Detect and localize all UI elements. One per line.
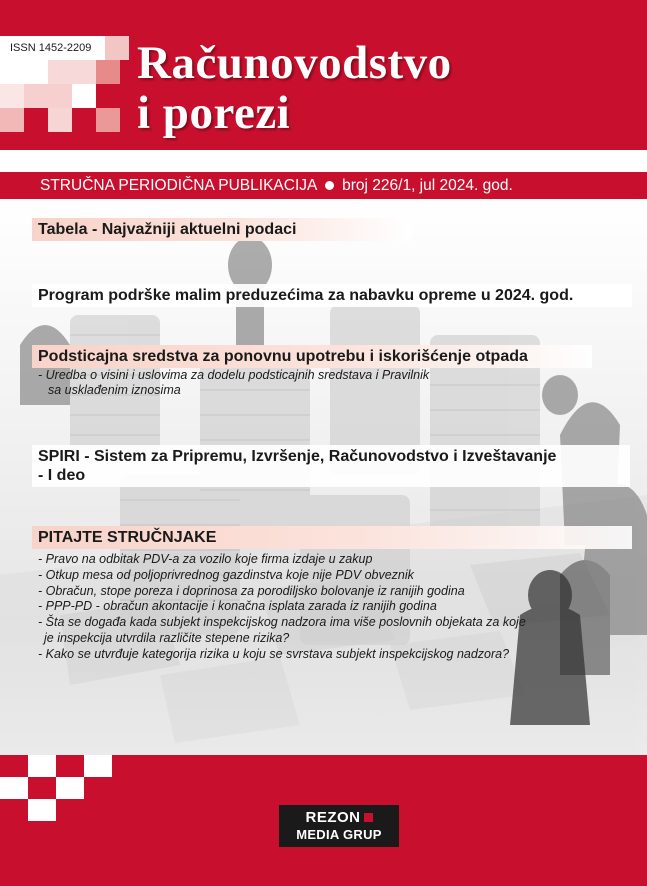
issue-number: broj 226/1, jul 2024. god. bbox=[342, 177, 513, 194]
section-spiri bbox=[32, 445, 630, 487]
mosaic-pixel bbox=[96, 108, 120, 132]
header-divider bbox=[0, 150, 647, 172]
question-item: - Pravo na odbitak PDV-a za vozilo koje firma izdaje u zakup bbox=[38, 552, 373, 566]
question-list bbox=[32, 552, 632, 663]
section-heading bbox=[32, 445, 630, 487]
issn-number: ISSN 1452-2209 bbox=[10, 42, 92, 54]
question-item: - PPP-PD - obračun akontacije i konačna isplata zarada iz ranijih godina bbox=[38, 599, 437, 614]
rezon-logo bbox=[279, 805, 399, 847]
publication-title bbox=[137, 38, 452, 138]
section-table bbox=[32, 218, 412, 241]
title-line-2: i porezi bbox=[137, 87, 291, 139]
mosaic-pixel bbox=[0, 84, 24, 108]
question-item: - Šta se događa kada subjekt inspekcijskog nadzora ima više poslovnih objekata za koje bbox=[38, 615, 526, 630]
mosaic-pixel bbox=[48, 108, 72, 132]
subtitle-line-1: - Uredba o visini i uslovima za dodelu podsticajnih sredstava i Pravilnik bbox=[38, 368, 430, 382]
mosaic-pixel bbox=[72, 84, 96, 108]
heading-line-2: - I deo bbox=[38, 467, 86, 484]
mosaic-pixel bbox=[28, 799, 56, 821]
subtitle-bar bbox=[0, 172, 647, 199]
section-heading: Tabela - Najvažniji aktuelni podaci bbox=[32, 218, 412, 241]
mosaic-pixel bbox=[48, 60, 96, 84]
heading-line-1: SPIRI - Sistem za Pripremu, Izvršenje, Računovodstvo i Izveštavanje bbox=[38, 448, 557, 465]
section-incentives bbox=[32, 345, 592, 398]
question-item: - Kako se utvrđuje kategorija rizika u koju se svrstava subjekt inspekcijskog nadzora? bbox=[38, 646, 510, 661]
question-item: - Obračun, stope poreza i doprinosa za porodiljsko bolovanje iz ranijih godina bbox=[38, 583, 465, 598]
section-subtitle bbox=[32, 368, 592, 398]
mosaic-pixel bbox=[0, 60, 48, 84]
logo-text-rezon: REZON bbox=[305, 809, 361, 826]
mosaic-pixel bbox=[96, 60, 120, 84]
section-ask-experts bbox=[32, 526, 632, 663]
logo-square-icon bbox=[364, 813, 373, 822]
mosaic-pixel bbox=[0, 777, 28, 799]
section-heading: Program podrške malim preduzećima za nabavku opreme u 2024. god. bbox=[32, 284, 632, 307]
mosaic-pixel bbox=[84, 755, 112, 777]
masthead bbox=[0, 0, 647, 150]
section-heading: PITAJTE STRUČNJAKE bbox=[32, 526, 632, 549]
subtitle-line-2: sa usklađenim iznosima bbox=[48, 383, 181, 397]
section-program bbox=[32, 284, 632, 307]
section-heading: Podsticajna sredstva za ponovnu upotrebu i iskorišćenje otpada bbox=[32, 345, 592, 368]
publication-type: STRUČNA PERIODIČNA PUBLIKACIJA bbox=[40, 177, 317, 194]
mosaic-pixel bbox=[56, 777, 84, 799]
question-item: - Otkup mesa od poljoprivrednog gazdinstva koje nije PDV obveznik bbox=[38, 567, 414, 582]
mosaic-pixel bbox=[105, 36, 129, 60]
question-item: je inspekcija utvrdila različite stepene rizika? bbox=[44, 630, 290, 645]
mosaic-pixel bbox=[28, 755, 56, 777]
bullet-dot bbox=[325, 181, 334, 190]
title-line-1: Računovodstvo bbox=[137, 37, 452, 89]
logo-text-media-grup: MEDIA GRUP bbox=[296, 827, 382, 842]
mosaic-pixel bbox=[24, 84, 72, 108]
mosaic-pixel bbox=[0, 108, 24, 132]
